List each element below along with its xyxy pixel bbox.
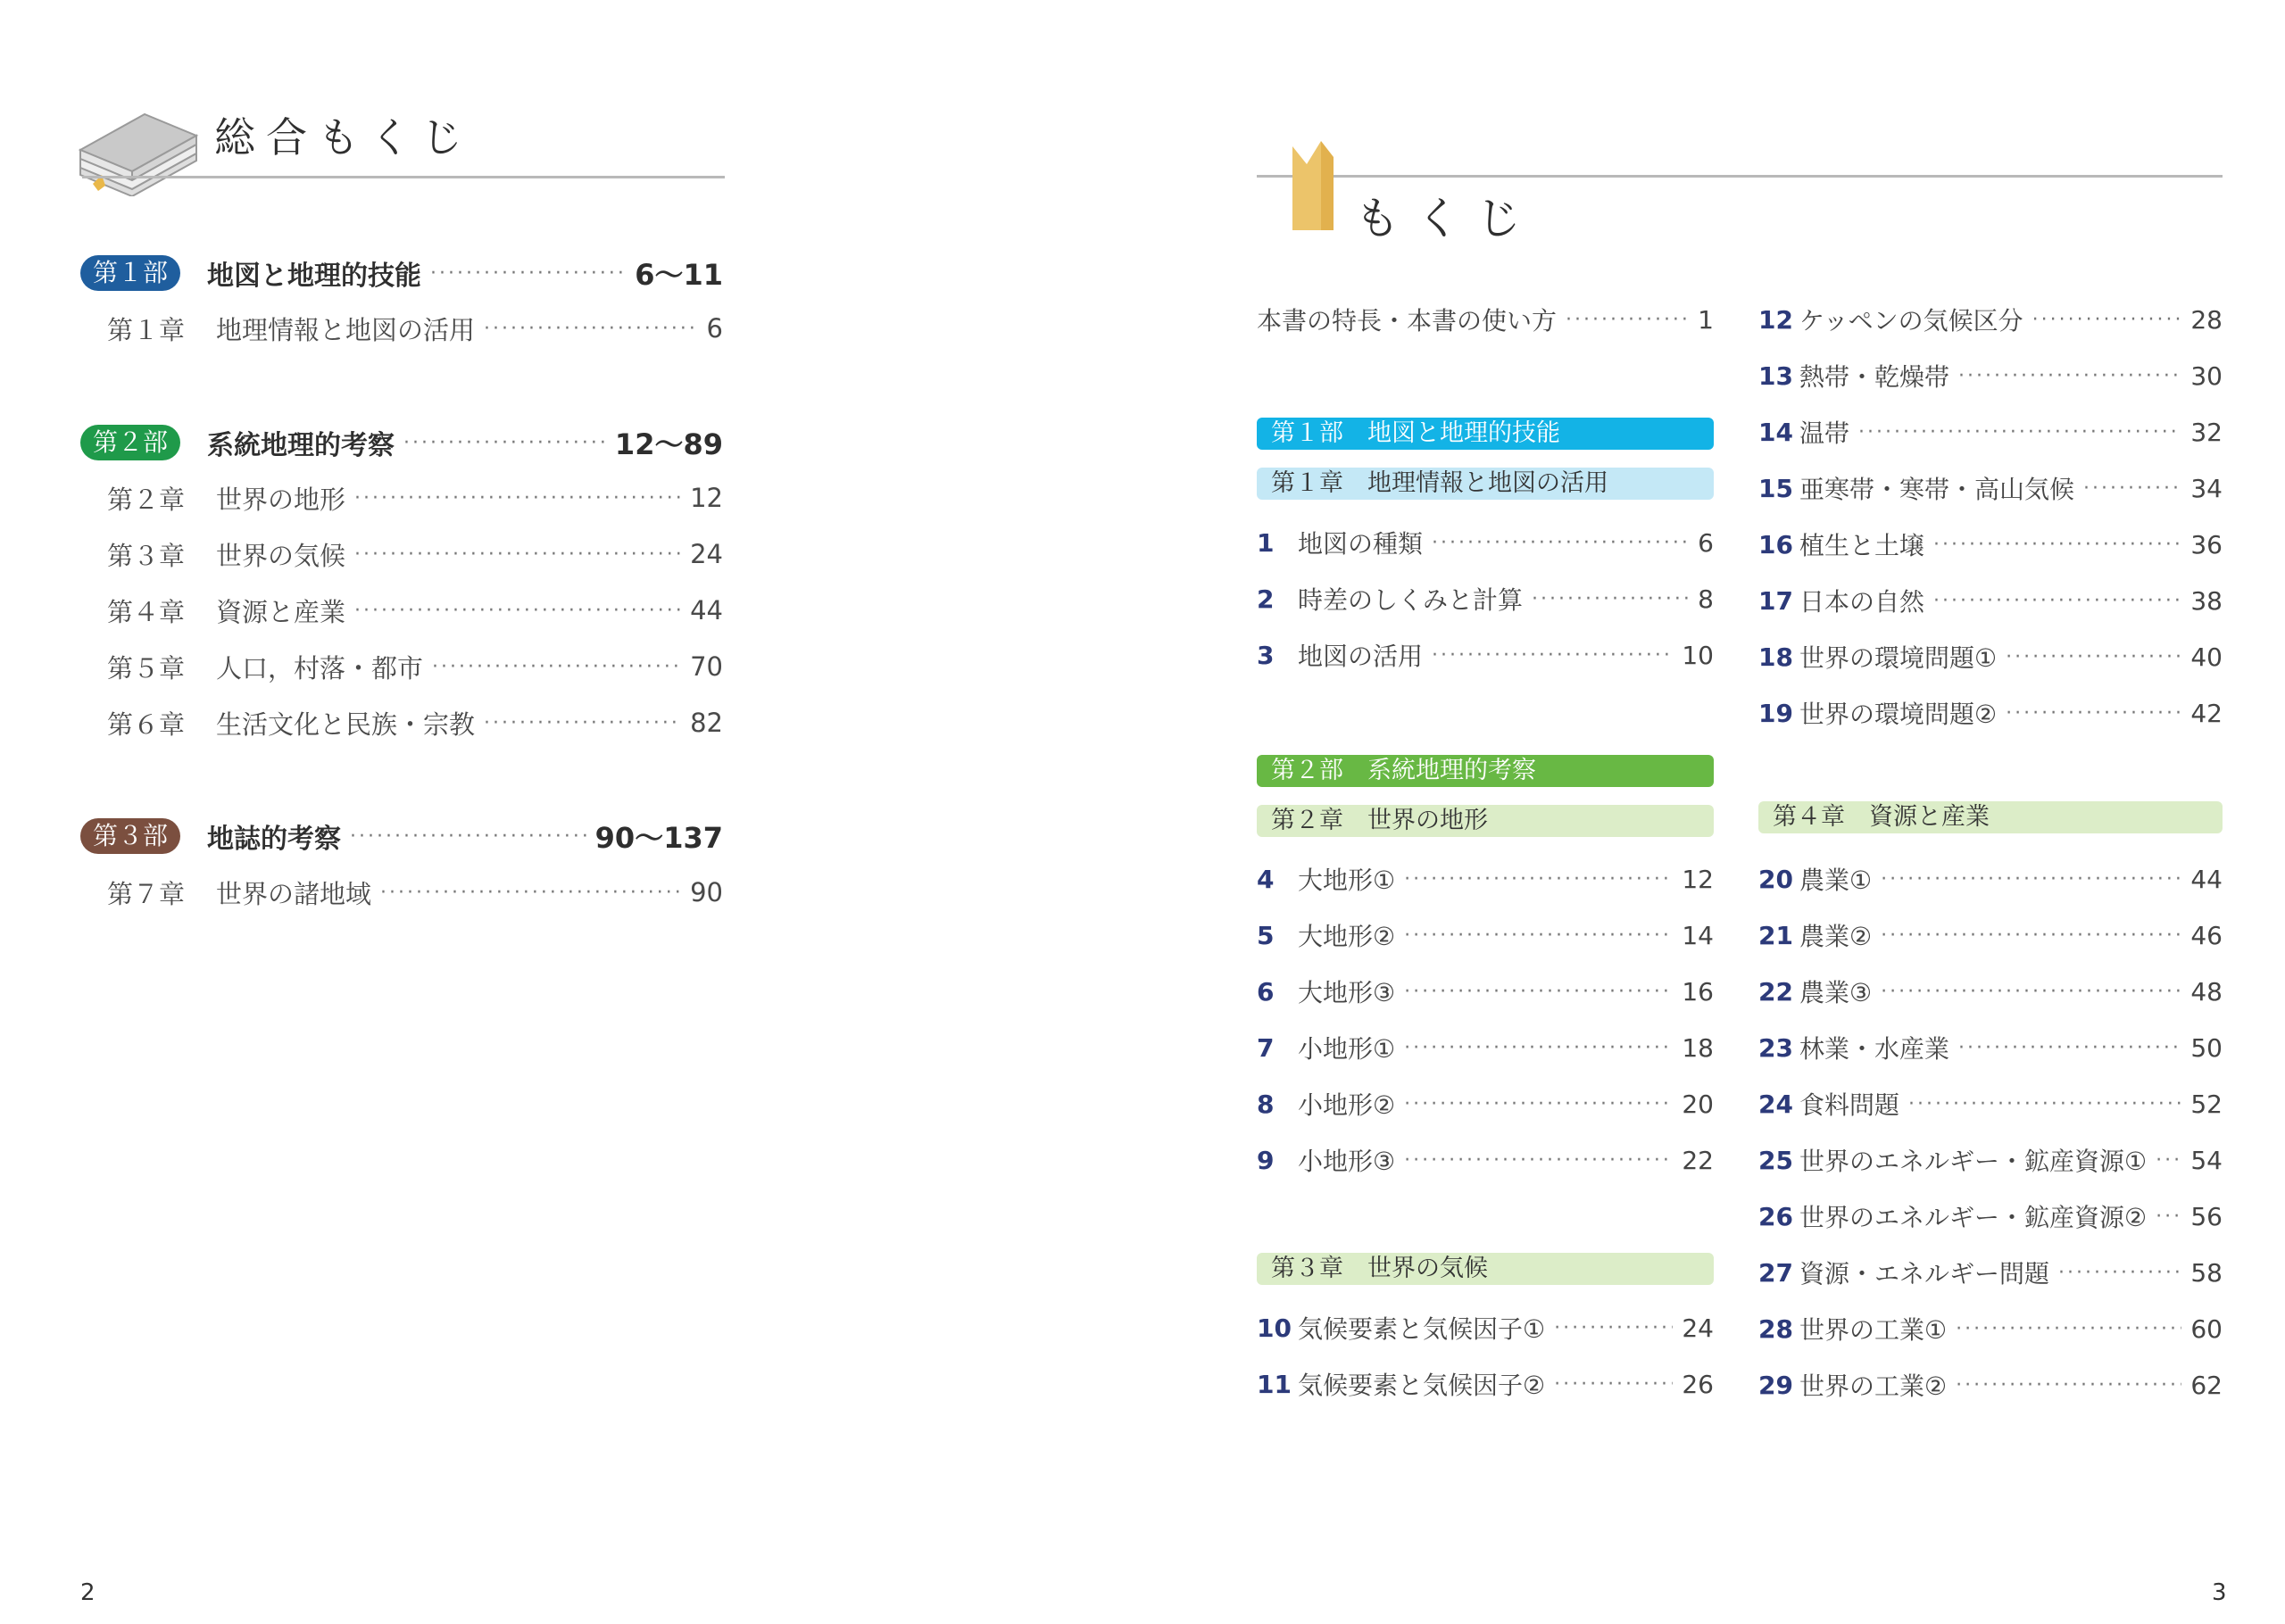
leader-dots (1933, 590, 2181, 612)
entry-number: 3 (1257, 640, 1275, 670)
chapter-title: 世界の地形 (216, 484, 346, 515)
entry-number: 9 (1257, 1145, 1275, 1175)
leader-dots (484, 318, 698, 340)
entry-page: 30 (2190, 360, 2223, 391)
leader-dots (1432, 644, 1673, 667)
entry-title: 世界の工業② (1799, 1371, 1948, 1401)
title-divider (1257, 175, 2223, 178)
toc-entry[interactable] (1758, 414, 2223, 450)
entry-page: 8 (1698, 584, 1714, 614)
entry-number: 1 (1257, 527, 1275, 558)
chapter-bar: 第１章 地理情報と地図の活用 (1257, 468, 1714, 500)
entry-page: 10 (1682, 640, 1714, 670)
leader-dots (354, 543, 681, 566)
chapter-title: 生活文化と民族・宗教 (216, 708, 476, 740)
entry-number: 6 (1257, 976, 1275, 1007)
entry-page: 60 (2190, 1313, 2223, 1344)
overall-contents-title: 総合もくじ (214, 113, 473, 162)
leader-dots (1881, 868, 2181, 891)
entry-page: 24 (1682, 1313, 1714, 1343)
entry-number: 26 (1758, 1201, 1793, 1231)
chapter-page: 44 (690, 595, 723, 626)
entry-page: 40 (2190, 642, 2223, 672)
entry-number: 20 (1758, 864, 1793, 894)
chapter-entry[interactable] (107, 480, 723, 516)
entry-number: 2 (1257, 584, 1275, 614)
entry-number: 7 (1257, 1032, 1275, 1063)
bookmark-icon (1292, 141, 1334, 230)
part-badge: 第２部 (80, 425, 180, 460)
entry-page: 1 (1698, 304, 1714, 335)
leader-dots (403, 432, 606, 454)
leader-dots (2083, 477, 2181, 500)
entry-page: 46 (2190, 920, 2223, 950)
chapter-label: 第７章 (107, 878, 186, 909)
entry-page: 36 (2190, 529, 2223, 559)
toc-entry[interactable] (1257, 917, 1714, 953)
entry-number: 8 (1257, 1089, 1275, 1119)
toc-entry[interactable] (1758, 470, 2223, 506)
entry-title: 世界のエネルギー・鉱産資源② (1799, 1203, 2148, 1232)
entry-number: 12 (1758, 304, 1793, 335)
chapter-bar: 第２章 世界の地形 (1257, 805, 1714, 837)
leader-dots (354, 487, 681, 510)
entry-number: 5 (1257, 920, 1275, 950)
entry-page: 26 (1682, 1369, 1714, 1399)
entry-number: 15 (1758, 473, 1793, 503)
toc-entry[interactable] (1257, 581, 1714, 617)
chapter-title: 世界の気候 (216, 540, 346, 571)
toc-entry[interactable] (1257, 1310, 1714, 1346)
entry-page: 18 (1682, 1032, 1714, 1063)
toc-entry[interactable] (1758, 917, 2223, 953)
entry-title: ケッペンの気候区分 (1799, 306, 2023, 336)
leader-dots (430, 262, 626, 285)
toc-entry[interactable] (1257, 637, 1714, 673)
entry-title: 小地形③ (1298, 1147, 1396, 1176)
chapter-entry[interactable] (107, 536, 723, 572)
entry-page: 12 (1682, 864, 1714, 894)
entry-title: 世界のエネルギー・鉱産資源① (1799, 1147, 2148, 1176)
toc-entry[interactable] (1758, 861, 2223, 897)
leader-dots (1404, 1149, 1673, 1172)
leader-dots (1404, 1093, 1673, 1115)
entry-title: 熱帯・乾燥帯 (1799, 362, 1950, 392)
chapter-label: 第２章 (107, 484, 186, 515)
chapter-title: 人口，村落・都市 (216, 652, 424, 684)
leader-dots (2006, 646, 2181, 668)
leader-dots (1881, 924, 2181, 947)
chapter-page: 24 (690, 539, 723, 569)
part-heading[interactable] (80, 423, 723, 462)
entry-page: 22 (1682, 1145, 1714, 1175)
leader-dots (1958, 1037, 2181, 1059)
entry-page: 48 (2190, 976, 2223, 1007)
entry-title: 農業① (1799, 866, 1873, 895)
toc-entry[interactable] (1758, 639, 2223, 675)
entry-number: 13 (1758, 360, 1793, 391)
entry-title: 資源・エネルギー問題 (1799, 1259, 2050, 1288)
chapter-page: 82 (690, 708, 723, 738)
leader-dots (2032, 309, 2182, 331)
part-title: 系統地理的考察 (207, 430, 395, 461)
leader-dots (1554, 1373, 1673, 1396)
entry-number: 14 (1758, 417, 1793, 447)
entry-page: 50 (2190, 1032, 2223, 1063)
chapter-label: 第３章 (107, 540, 186, 571)
leader-dots (1956, 1374, 2181, 1396)
entry-title: 農業③ (1799, 978, 1873, 1007)
leader-dots (1404, 868, 1673, 891)
entry-title: 食料問題 (1799, 1090, 1900, 1120)
part-bar: 第２部 系統地理的考察 (1257, 755, 1714, 787)
entry-title: 気候要素と気候因子② (1298, 1371, 1546, 1400)
leader-dots (484, 712, 681, 734)
part-title: 地誌的考察 (207, 824, 342, 855)
leader-dots (2156, 1206, 2181, 1228)
leader-dots (1566, 309, 1689, 331)
entry-title: 世界の環境問題① (1799, 643, 1998, 673)
part-pages: 6〜11 (635, 258, 723, 292)
toc-entry[interactable] (1758, 1030, 2223, 1065)
entry-number: 21 (1758, 920, 1793, 950)
entry-page: 52 (2190, 1089, 2223, 1119)
entry-number: 17 (1758, 585, 1793, 616)
entry-page: 28 (2190, 304, 2223, 335)
book-stack-icon (71, 98, 205, 196)
chapter-bar: 第４章 資源と産業 (1758, 801, 2223, 833)
part-pages: 90〜137 (594, 821, 723, 855)
leader-dots (1933, 534, 2181, 556)
entry-title: 小地形① (1298, 1034, 1396, 1064)
entry-page: 38 (2190, 585, 2223, 616)
entry-number: 10 (1257, 1313, 1292, 1343)
chapter-bar: 第３章 世界の気候 (1257, 1253, 1714, 1285)
toc-entry[interactable] (1257, 974, 1714, 1009)
chapter-entry[interactable] (107, 311, 723, 346)
leader-dots (2058, 1262, 2181, 1284)
chapter-title: 地理情報と地図の活用 (216, 314, 476, 345)
entry-title: 農業② (1799, 922, 1873, 951)
toc-entry[interactable] (1758, 302, 2223, 337)
toc-entry[interactable] (1257, 1086, 1714, 1122)
entry-title: 地図の種類 (1298, 529, 1424, 559)
page-number-left: 2 (80, 1579, 96, 1606)
entry-title: 本書の特長・本書の使い方 (1257, 306, 1558, 336)
entry-page: 44 (2190, 864, 2223, 894)
leader-dots (1908, 1093, 2181, 1115)
title-divider (82, 176, 725, 178)
toc-entry[interactable] (1758, 1367, 2223, 1403)
chapter-label: 第６章 (107, 708, 186, 740)
toc-entry[interactable] (1758, 1198, 2223, 1234)
entry-number: 4 (1257, 864, 1275, 894)
entry-title: 林業・水産業 (1799, 1034, 1950, 1064)
toc-entry[interactable] (1758, 358, 2223, 394)
leader-dots (1956, 1318, 2181, 1340)
toc-entry[interactable] (1758, 974, 2223, 1009)
chapter-title: 世界の諸地域 (216, 878, 372, 909)
leader-dots (2006, 702, 2181, 725)
leader-dots (1881, 981, 2181, 1003)
entry-number: 24 (1758, 1089, 1793, 1119)
chapter-entry[interactable] (107, 705, 723, 741)
entry-page: 62 (2190, 1370, 2223, 1400)
toc-entry[interactable] (1758, 1086, 2223, 1122)
entry-title: 日本の自然 (1799, 587, 1925, 617)
entry-title: 時差のしくみと計算 (1298, 585, 1524, 615)
leader-dots (1858, 421, 2181, 443)
leader-dots (2156, 1149, 2181, 1172)
entry-number: 19 (1758, 698, 1793, 728)
entry-title: 大地形② (1298, 922, 1396, 951)
toc-entry[interactable] (1758, 1311, 2223, 1346)
entry-number: 23 (1758, 1032, 1793, 1063)
chapter-title: 資源と産業 (216, 596, 346, 627)
chapter-entry[interactable] (107, 592, 723, 628)
contents-title: もくじ (1355, 193, 1537, 244)
part-bar: 第１部 地図と地理的技能 (1257, 418, 1714, 450)
leader-dots (1958, 365, 2181, 387)
chapter-label: 第１章 (107, 314, 186, 345)
entry-title: 大地形① (1298, 866, 1396, 895)
leader-dots (1554, 1317, 1673, 1339)
entry-page: 58 (2190, 1257, 2223, 1288)
chapter-label: 第５章 (107, 652, 186, 684)
leader-dots (1432, 532, 1689, 554)
part-heading[interactable] (80, 816, 723, 856)
leader-dots (1404, 1037, 1673, 1059)
toc-entry[interactable] (1758, 1255, 2223, 1290)
entry-title: 小地形② (1298, 1090, 1396, 1120)
toc-entry[interactable] (1257, 1366, 1714, 1402)
entry-title: 植生と土壌 (1799, 531, 1925, 560)
chapter-page: 6 (706, 313, 723, 344)
chapter-entry[interactable] (107, 874, 723, 910)
entry-number: 25 (1758, 1145, 1793, 1175)
entry-title: 温帯 (1799, 418, 1850, 448)
entry-number: 28 (1758, 1313, 1793, 1344)
entry-page: 54 (2190, 1145, 2223, 1175)
part-badge: 第１部 (80, 255, 180, 291)
entry-title: 世界の環境問題② (1799, 700, 1998, 729)
entry-title: 大地形③ (1298, 978, 1396, 1007)
part-heading[interactable] (80, 253, 723, 293)
part-badge: 第３部 (80, 818, 180, 854)
chapter-entry[interactable] (107, 649, 723, 684)
entry-number: 16 (1758, 529, 1793, 559)
entry-number: 18 (1758, 642, 1793, 672)
chapter-page: 90 (690, 877, 723, 907)
entry-page: 6 (1698, 527, 1714, 558)
leader-dots (1404, 924, 1673, 947)
entry-page: 20 (1682, 1089, 1714, 1119)
toc-entry[interactable] (1257, 1142, 1714, 1178)
entry-title: 地図の活用 (1298, 642, 1424, 671)
entry-page: 14 (1682, 920, 1714, 950)
leader-dots (350, 825, 586, 848)
entry-page: 56 (2190, 1201, 2223, 1231)
toc-entry[interactable] (1758, 526, 2223, 562)
chapter-label: 第４章 (107, 596, 186, 627)
entry-number: 11 (1257, 1369, 1292, 1399)
page-number-right: 3 (2212, 1579, 2227, 1606)
leader-dots (1404, 981, 1673, 1003)
leader-dots (432, 656, 681, 678)
entry-page: 16 (1682, 976, 1714, 1007)
toc-entry[interactable] (1257, 525, 1714, 560)
entry-title: 亜寒帯・寒帯・高山気候 (1799, 475, 2075, 504)
toc-entry[interactable] (1758, 583, 2223, 618)
entry-page: 42 (2190, 698, 2223, 728)
entry-page: 32 (2190, 417, 2223, 447)
part-title: 地図と地理的技能 (207, 261, 422, 292)
leader-dots (354, 600, 681, 622)
toc-entry[interactable] (1758, 695, 2223, 731)
entry-number: 27 (1758, 1257, 1793, 1288)
toc-entry[interactable] (1758, 1142, 2223, 1178)
entry-number: 29 (1758, 1370, 1793, 1400)
chapter-page: 70 (690, 651, 723, 682)
toc-entry[interactable] (1257, 1030, 1714, 1065)
toc-entry[interactable] (1257, 861, 1714, 897)
entry-page: 34 (2190, 473, 2223, 503)
entry-number: 22 (1758, 976, 1793, 1007)
toc-entry[interactable] (1257, 302, 1714, 337)
entry-title: 気候要素と気候因子① (1298, 1314, 1546, 1344)
leader-dots (380, 882, 681, 904)
entry-title: 世界の工業① (1799, 1315, 1948, 1345)
leader-dots (1532, 588, 1689, 610)
chapter-page: 12 (690, 483, 723, 513)
part-pages: 12〜89 (614, 427, 723, 461)
